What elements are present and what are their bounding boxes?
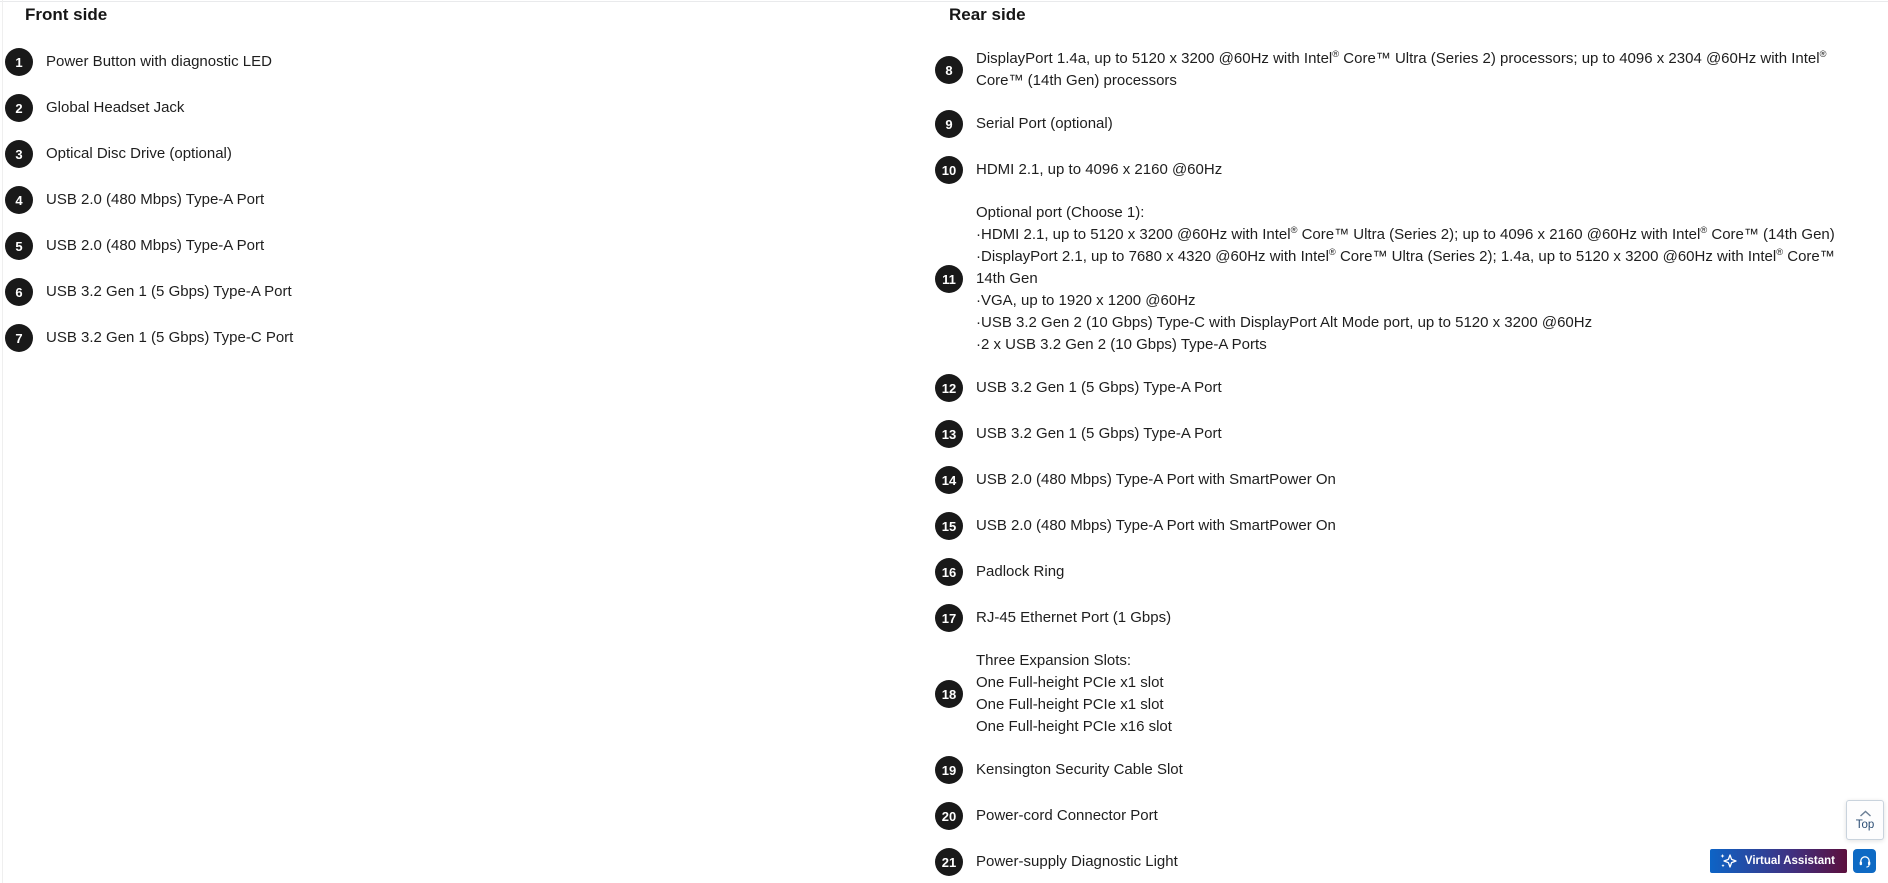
item-number-badge: 21 [935, 848, 963, 876]
item-line: ·HDMI 2.1, up to 5120 x 3200 @60Hz with Intel® Core™ Ultra (Series 2); up to 4096 x 2160 @60Hz with Intel® Core™ (14th Gen) [976, 225, 1835, 243]
item-description [976, 202, 1860, 356]
item-description [46, 327, 293, 349]
item-number-badge: 12 [935, 374, 963, 402]
back-to-top-button[interactable] [1846, 800, 1884, 840]
list-item [5, 278, 930, 306]
list-item [935, 110, 1860, 138]
item-description [976, 805, 1158, 827]
item-line: Serial Port (optional) [976, 115, 1113, 132]
front-side-column [0, 5, 930, 883]
item-line: USB 2.0 (480 Mbps) Type-A Port [46, 237, 265, 254]
list-item [935, 420, 1860, 448]
virtual-assistant-label: Virtual Assistant [1744, 855, 1835, 867]
item-number-badge: 7 [5, 324, 33, 352]
item-line: Padlock Ring [976, 563, 1065, 580]
list-item [935, 512, 1860, 540]
item-line: Power-supply Diagnostic Light [976, 853, 1178, 870]
item-description [976, 377, 1222, 399]
item-number-badge: 18 [935, 680, 963, 708]
item-number-badge: 9 [935, 110, 963, 138]
item-description [46, 97, 184, 119]
sparkle-icon [1719, 852, 1737, 870]
item-line: USB 2.0 (480 Mbps) Type-A Port with SmartPower On [976, 517, 1336, 534]
item-number-badge: 3 [5, 140, 33, 168]
item-number-badge: 5 [5, 232, 33, 260]
item-number-badge: 14 [935, 466, 963, 494]
item-number-badge: 17 [935, 604, 963, 632]
list-item [5, 324, 930, 352]
item-line: Power Button with diagnostic LED [46, 53, 272, 70]
item-number-badge: 4 [5, 186, 33, 214]
list-item [935, 604, 1860, 632]
item-line: ·2 x USB 3.2 Gen 2 (10 Gbps) Type-A Ports [976, 336, 1267, 353]
item-number-badge: 20 [935, 802, 963, 830]
item-description [976, 423, 1222, 445]
item-line: DisplayPort 1.4a, up to 5120 x 3200 @60Hz with Intel® Core™ Ultra (Series 2) processors; up to 4096 x 2304 @60Hz with Intel® Core™ (14th Gen) processors [976, 49, 1827, 89]
content-top-border [0, 1, 1888, 2]
list-item [935, 374, 1860, 402]
assistant-toolbar [1710, 849, 1876, 873]
item-description [976, 48, 1860, 92]
rear-side-heading: Rear side [949, 5, 1026, 24]
item-number-badge: 15 [935, 512, 963, 540]
list-item [935, 802, 1860, 830]
item-description [976, 561, 1064, 583]
list-item [935, 756, 1860, 784]
item-line: HDMI 2.1, up to 4096 x 2160 @60Hz [976, 161, 1223, 178]
rear-side-column [930, 5, 1888, 883]
item-line: Kensington Security Cable Slot [976, 761, 1183, 778]
item-description [46, 281, 292, 303]
list-item [935, 558, 1860, 586]
item-line: USB 3.2 Gen 1 (5 Gbps) Type-A Port [976, 425, 1222, 442]
item-description [976, 515, 1336, 537]
item-description [976, 159, 1222, 181]
item-number-badge: 8 [935, 56, 963, 84]
item-line: One Full-height PCIe x16 slot [976, 718, 1172, 735]
item-description [46, 189, 264, 211]
list-item [935, 650, 1860, 738]
list-item [5, 94, 930, 122]
rear-port-list [935, 48, 1860, 876]
item-line: Power-cord Connector Port [976, 807, 1158, 824]
item-number-badge: 13 [935, 420, 963, 448]
item-line: One Full-height PCIe x1 slot [976, 696, 1164, 713]
list-item [5, 48, 930, 76]
item-number-badge: 1 [5, 48, 33, 76]
item-line: Optical Disc Drive (optional) [46, 145, 232, 162]
item-number-badge: 2 [5, 94, 33, 122]
item-line: ·VGA, up to 1920 x 1200 @60Hz [976, 292, 1196, 309]
item-description [976, 759, 1183, 781]
item-number-badge: 11 [935, 265, 963, 293]
item-description [976, 113, 1113, 135]
list-item [5, 140, 930, 168]
item-description [976, 469, 1336, 491]
item-line: ·USB 3.2 Gen 2 (10 Gbps) Type-C with DisplayPort Alt Mode port, up to 5120 x 3200 @60Hz [976, 314, 1593, 331]
item-line: Global Headset Jack [46, 99, 185, 116]
item-description [976, 650, 1172, 738]
item-line: USB 3.2 Gen 1 (5 Gbps) Type-A Port [46, 283, 292, 300]
item-line: One Full-height PCIe x1 slot [976, 674, 1164, 691]
list-item [935, 156, 1860, 184]
item-description [46, 235, 264, 257]
support-chat-button[interactable] [1853, 849, 1876, 873]
item-description [976, 607, 1171, 629]
front-port-list [5, 48, 930, 352]
chevron-up-icon [1859, 810, 1872, 817]
item-number-badge: 10 [935, 156, 963, 184]
item-line: Three Expansion Slots: [976, 652, 1132, 669]
list-item [935, 202, 1860, 356]
item-line: USB 2.0 (480 Mbps) Type-A Port with SmartPower On [976, 471, 1336, 488]
item-description [976, 851, 1178, 873]
item-line: Optional port (Choose 1): [976, 204, 1145, 221]
item-number-badge: 6 [5, 278, 33, 306]
item-line: RJ-45 Ethernet Port (1 Gbps) [976, 609, 1172, 626]
item-line: USB 3.2 Gen 1 (5 Gbps) Type-C Port [46, 329, 294, 346]
list-item [935, 48, 1860, 92]
list-item [5, 186, 930, 214]
back-to-top-label: Top [1855, 818, 1875, 831]
item-line: ·DisplayPort 2.1, up to 7680 x 4320 @60Hz with Intel® Core™ Ultra (Series 2); 1.4a, up to 5120 x 3200 @60Hz with Intel® Core™ 14th Gen [976, 247, 1835, 287]
item-description [46, 51, 272, 73]
list-item [935, 466, 1860, 494]
item-number-badge: 16 [935, 558, 963, 586]
item-line: USB 2.0 (480 Mbps) Type-A Port [46, 191, 265, 208]
virtual-assistant-button[interactable] [1710, 849, 1847, 873]
front-side-heading: Front side [25, 5, 108, 24]
item-description [46, 143, 232, 165]
list-item [5, 232, 930, 260]
headset-icon [1858, 854, 1872, 868]
item-number-badge: 19 [935, 756, 963, 784]
item-line: USB 3.2 Gen 1 (5 Gbps) Type-A Port [976, 379, 1222, 396]
content-left-border [2, 0, 3, 883]
